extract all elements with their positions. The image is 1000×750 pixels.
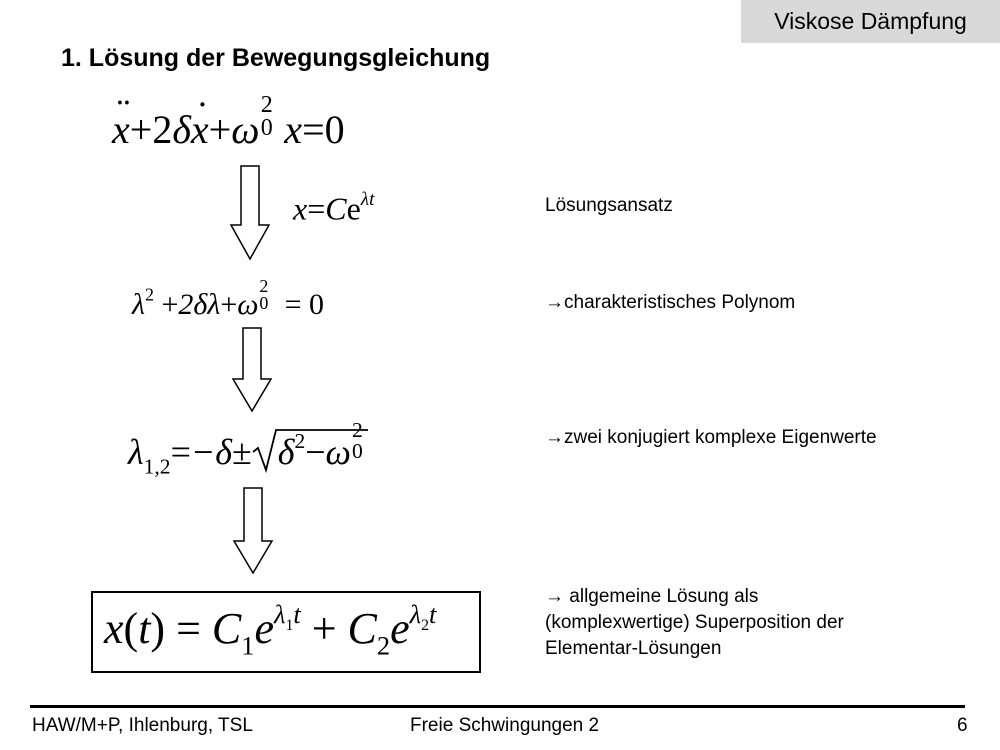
constant-c1: C [211,603,242,653]
exponent: 2 [294,428,306,453]
subscript: 2 [421,617,429,635]
constant-c2: C [347,603,377,653]
down-arrow-icon [230,165,270,261]
right-arrow-icon: → [545,292,564,313]
zero: 0 [309,288,324,321]
equals: = [176,603,201,653]
characteristic-polynomial [132,275,324,322]
subscript: 1 [285,617,294,635]
coef-two: 2 [152,107,173,152]
down-arrow-icon [233,487,273,575]
plus-minus: ± [231,432,252,472]
subscript: 1,2 [143,454,171,479]
annotation-char-poly [545,290,795,316]
delta-symbol: δ [277,432,295,472]
exponent [409,599,437,635]
topic-tab: Viskose Dämpfung [741,0,1000,43]
t-variable: t [293,599,301,629]
ansatz-equation [293,189,374,227]
exponent: 2 [352,418,363,443]
annotation-text: zwei konjugiert komplexe Eigenwerte [564,427,877,448]
plus: + [129,107,153,152]
exponent: 2 [145,284,154,305]
subscript: 2 [376,630,391,661]
linear-term: 2δλ [178,288,221,321]
euler-e: e [390,603,410,653]
lambda-symbol: λ [132,288,145,321]
page-number: 6 [957,715,968,736]
plus: + [311,603,337,653]
euler-e: e [346,190,361,227]
annotation-text: charakteristisches Polynom [564,292,796,313]
slide-title: 1. Lösung der Bewegungsgleichung [61,44,491,72]
zero: 0 [324,107,345,152]
omega-symbol: ω [231,107,260,152]
plus: + [220,288,238,321]
exponent [274,599,301,635]
x-double-dot: ¨ x [112,106,130,153]
lambda-symbol: λ [128,432,144,472]
equals: = [302,107,325,152]
subscript: 1 [241,630,255,661]
annotation-line: Elementar-Lösungen [545,638,722,659]
footer-rule [30,705,965,708]
annotation-line [545,584,844,610]
equation-of-motion [112,92,345,153]
equals: = [307,190,326,227]
equals: = [284,288,302,321]
footer-center: Freie Schwingungen 2 [410,715,600,736]
annotation-ansatz: Lösungsansatz [545,195,673,216]
omega-symbol: ω [237,288,259,321]
minus: − [305,432,326,472]
x-variable: x [104,603,124,653]
square-root [252,418,378,473]
down-arrow-icon [232,327,272,413]
exponent: 2 [260,92,273,119]
exponent: 2 [259,275,269,296]
sup-sub [258,275,277,314]
annotation-line: (komplexwertige) Superposition der [545,612,844,633]
euler-e: e [254,603,274,653]
right-paren: ) [150,603,166,653]
annotation-general-solution [545,584,844,662]
minus-delta: −δ [190,432,232,472]
right-arrow-icon: → [545,586,564,607]
left-paren: ( [123,603,139,653]
subscript: 0 [260,115,273,142]
t-variable: t [428,599,437,629]
lambda-symbol: λ [409,599,422,629]
omega-symbol: ω [325,432,351,472]
delta-symbol: δ [172,107,191,152]
equals: = [170,432,191,472]
constant-c: C [325,190,347,227]
right-arrow-icon: → [545,427,564,448]
plus: + [208,107,232,152]
subscript: 0 [352,439,363,464]
eigenvalues-equation [128,418,377,480]
annotation-text: allgemeine Lösung als [564,586,759,607]
annotation-eigenvalues [545,425,877,451]
t-variable: t [138,603,151,653]
lambda-symbol: λ [274,599,286,629]
sup-sub [260,92,285,143]
x-dot: ˙ x [191,106,209,153]
plus: + [161,288,179,321]
footer-left: HAW/M+P, Ihlenburg, TSL [32,715,253,736]
x-variable: x [284,107,303,152]
sup-sub [351,418,373,464]
exponent: λt [360,189,375,210]
x-variable: x [293,190,308,227]
subscript: 0 [259,293,269,314]
general-solution [104,599,436,662]
